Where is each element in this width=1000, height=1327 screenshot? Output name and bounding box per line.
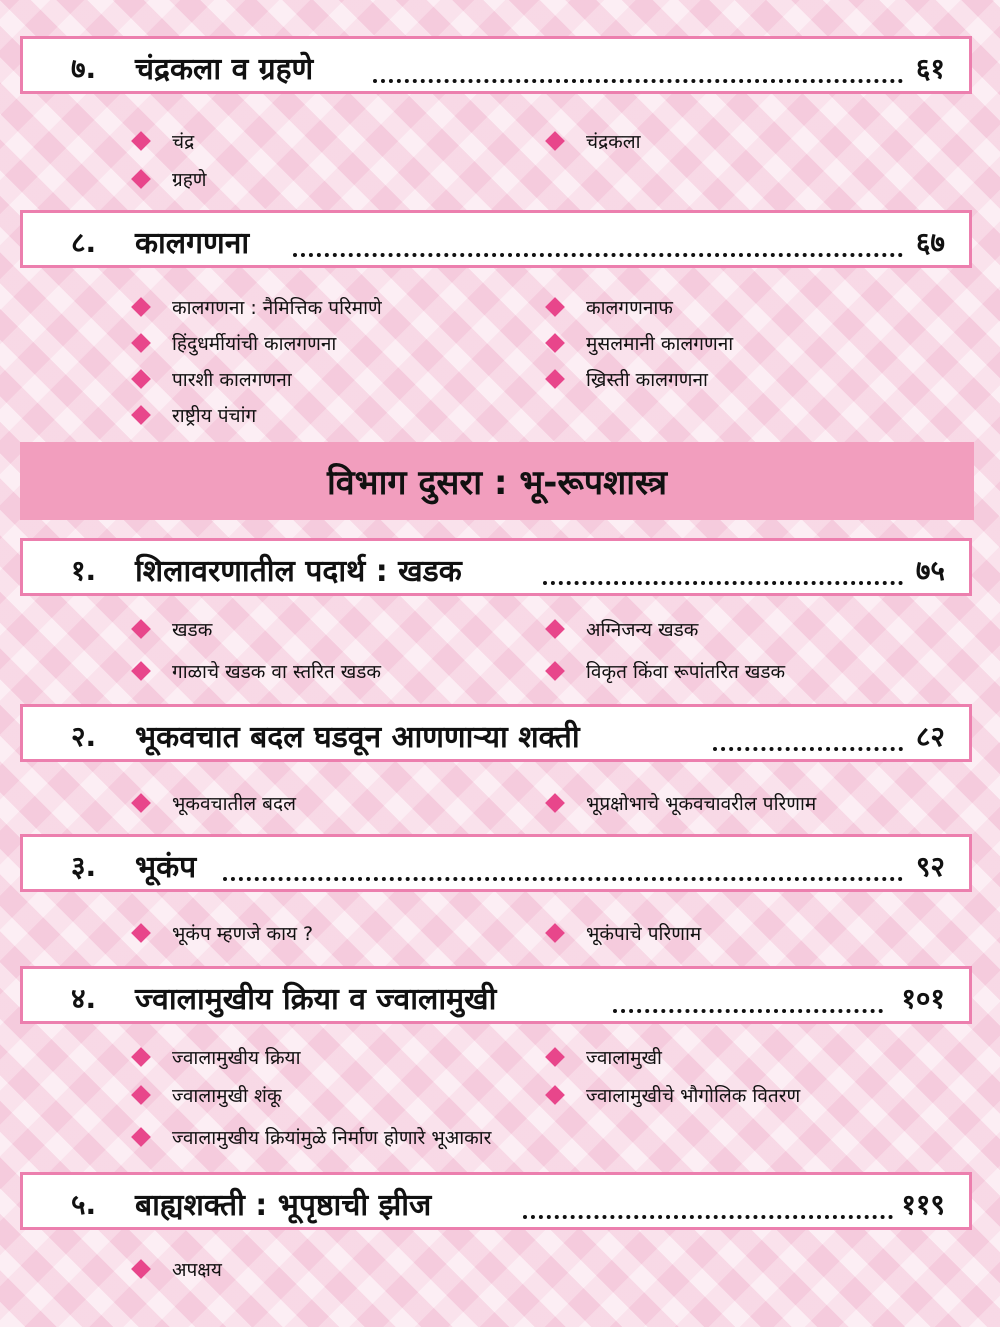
diamond-bullet-icon xyxy=(131,793,151,813)
diamond-bullet-icon xyxy=(131,405,151,425)
diamond-bullet-icon xyxy=(545,1047,565,1067)
leader-dots xyxy=(523,1185,893,1219)
chapter-number: ३. xyxy=(71,850,97,883)
topic-item: भूप्रक्षोभाचे भूकवचावरील परिणाम xyxy=(548,788,816,818)
diamond-bullet-icon xyxy=(545,333,565,353)
diamond-bullet-icon xyxy=(131,131,151,151)
chapter-number: ८. xyxy=(71,226,97,259)
chapter-title: चंद्रकला व ग्रहणे xyxy=(135,52,314,87)
topic-item: मुसलमानी कालगणना xyxy=(548,328,733,358)
diamond-bullet-icon xyxy=(545,1085,565,1105)
topic-item: ज्वालामुखीय क्रिया xyxy=(134,1042,301,1072)
topic-item: विकृत किंवा रूपांतरित खडक xyxy=(548,656,785,686)
chapter-title: कालगणना xyxy=(135,226,250,261)
diamond-bullet-icon xyxy=(131,619,151,639)
chapter-row-1[interactable] xyxy=(20,538,972,596)
topic-item: चंद्र xyxy=(134,126,194,156)
topic-item: ग्रहणे xyxy=(134,164,207,194)
leader-dots xyxy=(223,847,903,881)
topic-item: अग्निजन्य खडक xyxy=(548,614,698,644)
topic-item: ज्वालामुखीचे भौगोलिक वितरण xyxy=(548,1080,800,1110)
chapter-row-8[interactable] xyxy=(20,210,972,268)
topic-item: पारशी कालगणना xyxy=(134,364,292,394)
chapter-number: ५. xyxy=(71,1188,97,1221)
chapter-page-number: १०१ xyxy=(901,982,945,1015)
diamond-bullet-icon xyxy=(131,1127,151,1147)
topic-item: खडक xyxy=(134,614,212,644)
chapter-title: बाह्यशक्ती : भूपृष्ठाची झीज xyxy=(135,1188,432,1223)
leader-dots xyxy=(613,979,883,1013)
diamond-bullet-icon xyxy=(131,661,151,681)
leader-dots xyxy=(713,717,903,751)
diamond-bullet-icon xyxy=(131,923,151,943)
diamond-bullet-icon xyxy=(545,131,565,151)
section-heading: विभाग दुसरा : भू-रूपशास्त्र xyxy=(326,463,668,503)
chapter-row-3[interactable] xyxy=(20,834,972,892)
chapter-page-number: ६१ xyxy=(915,52,945,85)
topic-item: भूकंप म्हणजे काय ? xyxy=(134,918,313,948)
chapter-page-number: ९२ xyxy=(915,850,945,883)
diamond-bullet-icon xyxy=(131,369,151,389)
topic-item: भूकंपाचे परिणाम xyxy=(548,918,701,948)
diamond-bullet-icon xyxy=(545,619,565,639)
chapter-number: १. xyxy=(71,554,97,587)
chapter-row-5[interactable] xyxy=(20,1172,972,1230)
diamond-bullet-icon xyxy=(545,923,565,943)
topic-item: हिंदुधर्मीयांची कालगणना xyxy=(134,328,336,358)
diamond-bullet-icon xyxy=(131,1259,151,1279)
chapter-title: ज्वालामुखीय क्रिया व ज्वालामुखी xyxy=(135,982,497,1017)
chapter-title: भूकंप xyxy=(135,850,197,885)
chapter-title: शिलावरणातील पदार्थ : खडक xyxy=(135,554,462,589)
diamond-bullet-icon xyxy=(545,297,565,317)
chapter-row-4[interactable] xyxy=(20,966,972,1024)
topic-item: कालगणना : नैमित्तिक परिमाणे xyxy=(134,292,382,322)
diamond-bullet-icon xyxy=(545,369,565,389)
chapter-number: २. xyxy=(71,720,97,753)
topic-item: गाळाचे खडक वा स्तरित खडक xyxy=(134,656,381,686)
diamond-bullet-icon xyxy=(545,793,565,813)
leader-dots xyxy=(543,551,903,585)
chapter-title: भूकवचात बदल घडवून आणणाऱ्या शक्ती xyxy=(135,720,580,755)
diamond-bullet-icon xyxy=(131,333,151,353)
section-heading-banner xyxy=(20,442,974,520)
chapter-number: ७. xyxy=(71,52,97,85)
topic-item: राष्ट्रीय पंचांग xyxy=(134,400,256,430)
chapter-page-number: ८२ xyxy=(915,720,945,753)
chapter-row-2[interactable] xyxy=(20,704,972,762)
diamond-bullet-icon xyxy=(545,661,565,681)
topic-item: ज्वालामुखी xyxy=(548,1042,662,1072)
diamond-bullet-icon xyxy=(131,297,151,317)
topic-item: ख्रिस्ती कालगणना xyxy=(548,364,708,394)
topic-item: चंद्रकला xyxy=(548,126,641,156)
chapter-number: ४. xyxy=(71,982,97,1015)
chapter-page-number: ११९ xyxy=(901,1188,945,1221)
diamond-bullet-icon xyxy=(131,1085,151,1105)
diamond-bullet-icon xyxy=(131,1047,151,1067)
chapter-page-number: ६७ xyxy=(915,226,945,259)
topic-item: भूकवचातील बदल xyxy=(134,788,296,818)
leader-dots xyxy=(373,49,903,83)
topic-item: कालगणनाफ xyxy=(548,292,673,322)
chapter-row-7[interactable] xyxy=(20,36,972,94)
topic-item: ज्वालामुखी शंकू xyxy=(134,1080,282,1110)
leader-dots xyxy=(293,223,903,257)
topic-item: ज्वालामुखीय क्रियांमुळे निर्माण होणारे भूआकार xyxy=(134,1122,491,1152)
diamond-bullet-icon xyxy=(131,169,151,189)
chapter-page-number: ७५ xyxy=(915,554,945,587)
topic-item: अपक्षय xyxy=(134,1254,222,1284)
